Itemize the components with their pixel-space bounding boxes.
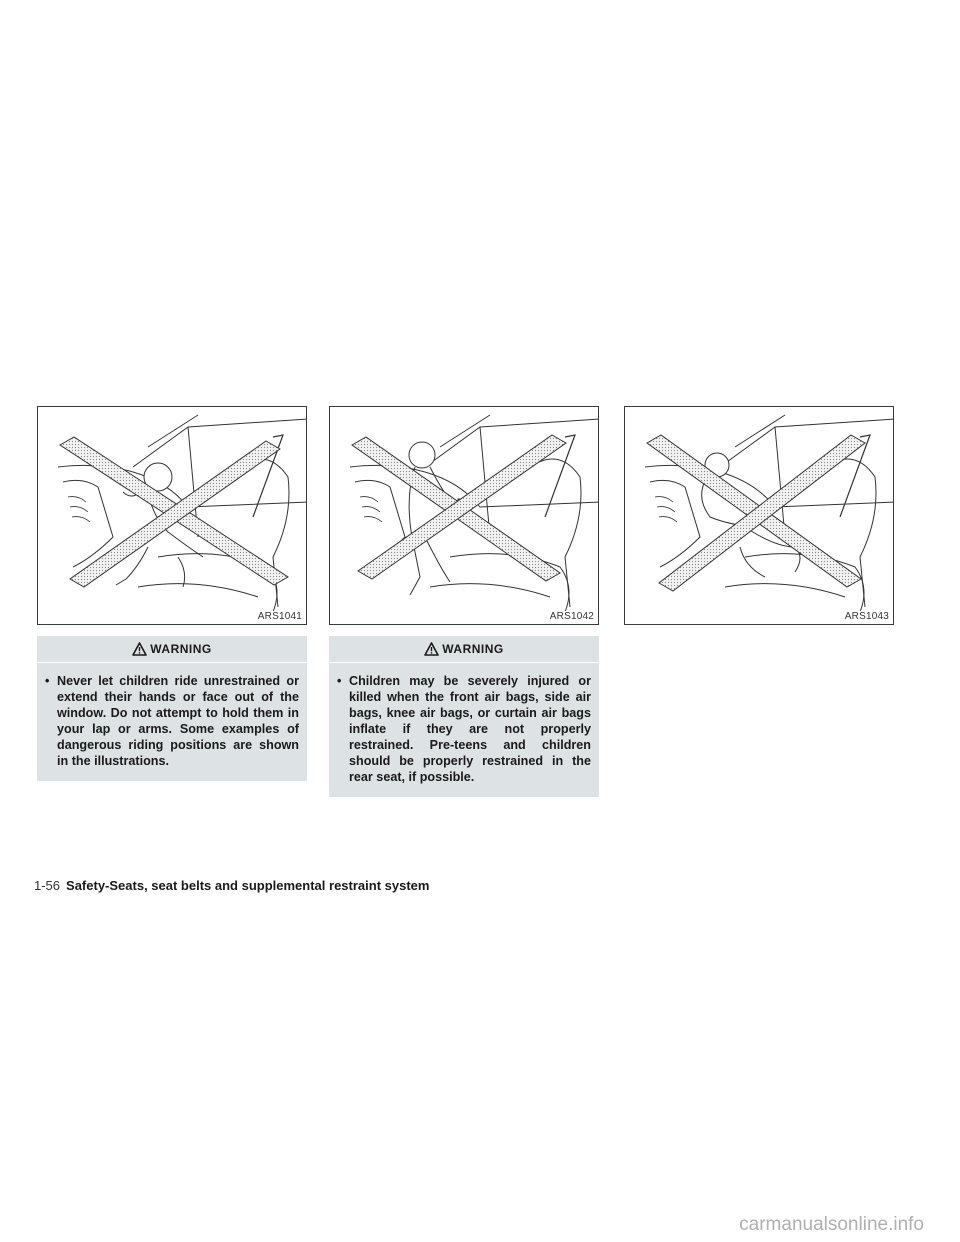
warning-triangle-icon bbox=[424, 642, 439, 656]
bullet: • bbox=[45, 674, 50, 688]
section-title: Safety-Seats, seat belts and supplemental restraint system bbox=[66, 878, 430, 893]
illustration-child-kneeling-on-seat bbox=[624, 406, 894, 625]
figure-code: ARS1041 bbox=[257, 611, 302, 622]
figure-code: ARS1042 bbox=[549, 611, 594, 622]
warning-text: Never let children ride unrestrained or extend their hands or face out of the window. Do not attempt to hold them in your lap or arms. Some examples of dangerous riding positions are shown in the illustrations. bbox=[57, 674, 299, 768]
page-number: 1-56 bbox=[34, 878, 61, 893]
warning-list-item bbox=[45, 673, 299, 769]
warning-triangle-icon bbox=[132, 642, 147, 656]
divider bbox=[37, 662, 307, 663]
illustration-drawing bbox=[38, 407, 306, 624]
warning-title: WARNING bbox=[150, 642, 212, 656]
warning-list-item bbox=[337, 673, 591, 785]
watermark: carmanualsonline.info bbox=[739, 1214, 924, 1235]
warning-header bbox=[45, 636, 299, 662]
warning-title: WARNING bbox=[442, 642, 504, 656]
bullet: • bbox=[337, 674, 342, 688]
warning-header bbox=[337, 636, 591, 662]
warning-text: Children may be severely injured or killed when the front air bags, side air bags, knee air bags, or curtain air bags inflate if they are not properly restrained. Pre-teens and children should be properly restrained in the rear seat, if possible. bbox=[349, 674, 591, 784]
warning-box bbox=[329, 636, 599, 797]
illustration-drawing bbox=[330, 407, 598, 624]
page-footer bbox=[34, 878, 429, 893]
illustration-child-standing-between-seats bbox=[329, 406, 599, 625]
illustration-child-leaning-on-dashboard bbox=[37, 406, 307, 625]
figure-code: ARS1043 bbox=[844, 611, 889, 622]
illustration-drawing bbox=[625, 407, 893, 624]
warning-box bbox=[37, 636, 307, 781]
divider bbox=[329, 662, 599, 663]
